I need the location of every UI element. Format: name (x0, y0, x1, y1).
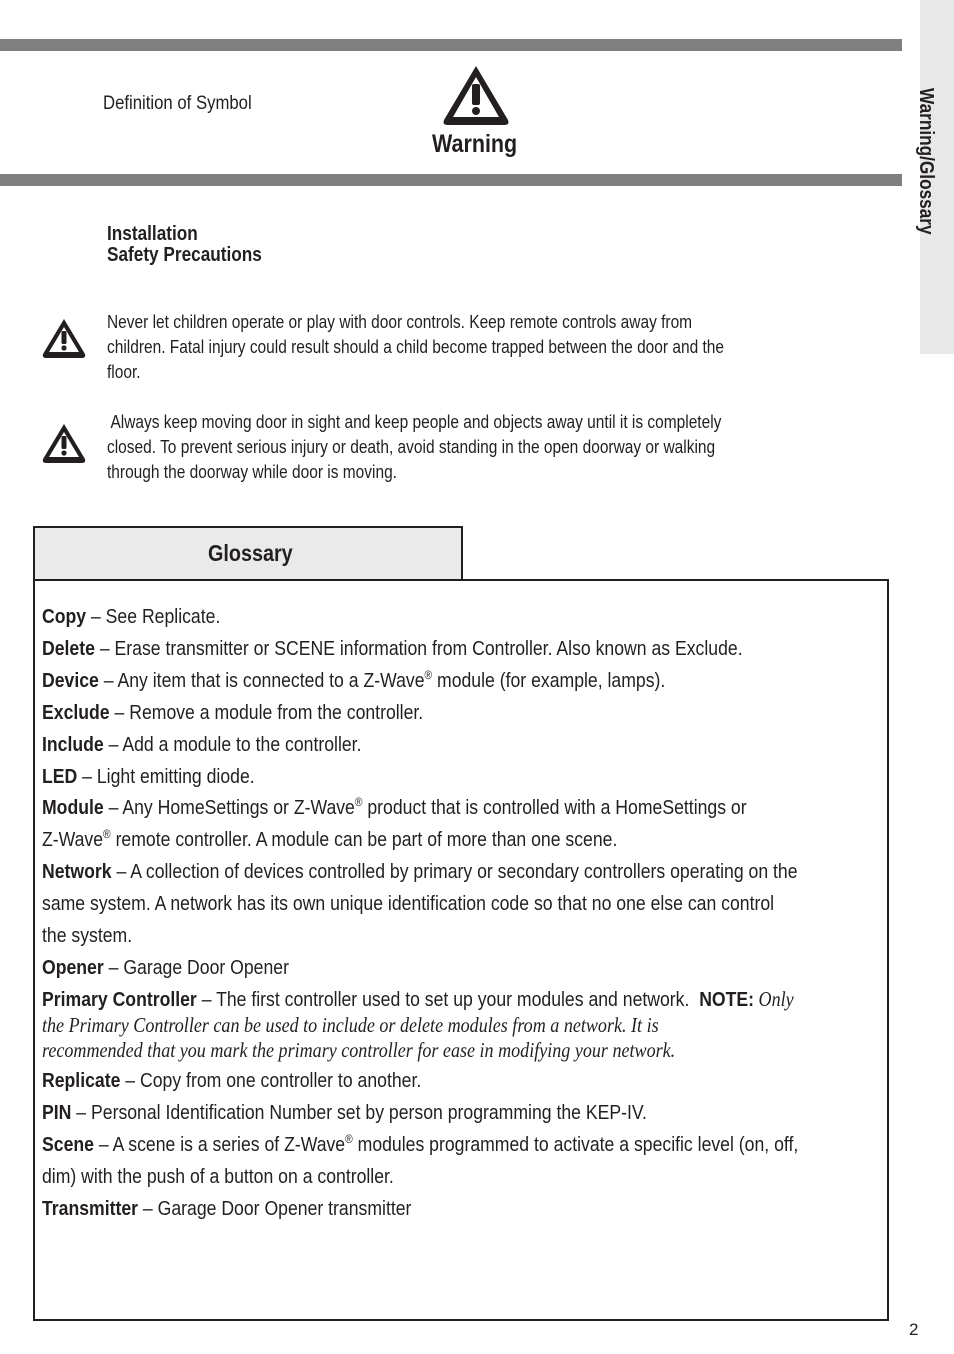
side-tab-label: Warning/Glossary (915, 88, 937, 235)
glossary-entry-module: Module – Any HomeSettings or Z-Wave® product that is controlled with a HomeSettings or (42, 795, 747, 819)
glossary-entry-network: Network – A collection of devices controlled by primary or secondary controllers operating on the (42, 860, 798, 883)
glossary-entry-module-cont: Z-Wave® remote controller. A module can be part of more than one scene. (42, 827, 618, 851)
safety-title-line1: Installation (107, 223, 198, 245)
glossary-note-line: the Primary Controller can be used to include or delete modules from a network. It is (42, 1013, 659, 1037)
warning-label: Warning (432, 130, 518, 158)
header-top-bar (0, 39, 902, 51)
definition-of-symbol-label: Definition of Symbol (103, 93, 252, 114)
safety-title-line2: Safety Precautions (107, 244, 262, 266)
glossary-entry-include: Include – Add a module to the controller. (42, 733, 362, 756)
glossary-entry-network-cont: same system. A network has its own unique identification code so that no one else can control (42, 892, 775, 915)
glossary-entry-primary-controller: Primary Controller – The first controller used to set up your modules and network. NOTE: Only (42, 987, 794, 1011)
warning-icon (40, 316, 88, 360)
safety-title (107, 224, 262, 266)
glossary-note-line: recommended that you mark the primary controller for ease in modifying your network. (42, 1038, 676, 1062)
page-number: 2 (909, 1320, 919, 1339)
warning-icon (440, 62, 512, 128)
precaution-2: Always keep moving door in sight and keep people and objects away until it is completely closed. To prevent serious injury or death, avoid standing in the open doorway or walking through the doorway while door is moving. (107, 412, 722, 482)
precaution-1: Never let children operate or play with door controls. Keep remote controls away from children. Fatal injury could result should a child become trapped between the door and the floor. (107, 312, 725, 382)
glossary-title: Glossary (208, 540, 293, 566)
header-bottom-bar (0, 174, 902, 186)
glossary-entry-replicate: Replicate – Copy from one controller to another. (42, 1069, 422, 1092)
glossary-entry-copy: Copy – See Replicate. (42, 605, 221, 628)
glossary-entry-delete: Delete – Erase transmitter or SCENE information from Controller. Also known as Exclude. (42, 637, 743, 660)
glossary-entry-opener: Opener – Garage Door Opener (42, 956, 289, 979)
glossary-entry-pin: PIN – Personal Identification Number set by person programming the KEP-IV. (42, 1101, 647, 1124)
glossary-entry-network-cont: the system. (42, 924, 133, 947)
glossary-entry-scene-cont: dim) with the push of a button on a controller. (42, 1165, 394, 1188)
glossary-entry-transmitter: Transmitter – Garage Door Opener transmitter (42, 1197, 412, 1220)
warning-icon (40, 421, 88, 465)
glossary-entry-device: Device – Any item that is connected to a Z-Wave® module (for example, lamps). (42, 668, 666, 692)
glossary-entry-scene: Scene – A scene is a series of Z-Wave® modules programmed to activate a specific level (on, off, (42, 1132, 799, 1156)
glossary-entry-led: LED – Light emitting diode. (42, 765, 255, 788)
glossary-entry-exclude: Exclude – Remove a module from the controller. (42, 701, 424, 724)
